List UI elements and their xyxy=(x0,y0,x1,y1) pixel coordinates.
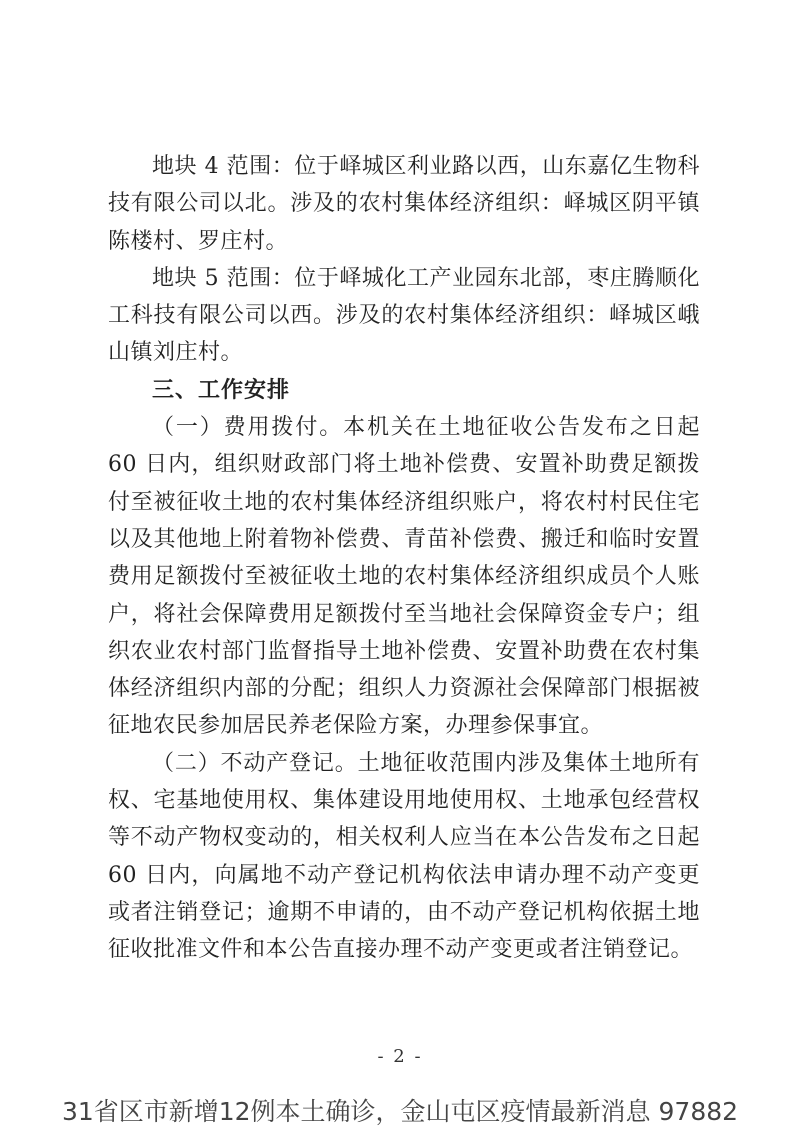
page-number: - 2 - xyxy=(377,1046,423,1067)
caption-link[interactable]: 31省区市新增12例本土确诊，金山屯区疫情最新消息 97882 xyxy=(61,1097,739,1126)
paragraph-fund-allocation: （一）费用拨付。本机关在土地征收公告发布之日起 60 日内，组织财政部门将土地补偿费、安置补助费足额拨付至被征收土地的农村集体经济组织账户，将农村村民住宅以及其他地上附着物补偿费、青苗补偿费、搬迁和临时安置费用足额拨付至被征收土地的农村集体经济组织成员个人账户，将社会保障费用足额拨付至当地社会保障资金专户；组织农业农村部门监督指导土地补偿费、安置补助费在农村集体经济组织内部的分配；组织人力资源社会保障部门根据被征地农民参加居民养老保险方案，办理参保事宜。 xyxy=(108,415,700,739)
paragraph-plot-5: 地块 5 范围：位于峄城化工产业园东北部，枣庄腾顺化工科技有限公司以西。涉及的农村集体经济组织：峄城区峨山镇刘庄村。 xyxy=(108,265,700,366)
section-heading-work-arrangement: 三、工作安排 xyxy=(152,377,291,403)
document-body xyxy=(108,148,700,969)
paragraph-property-registration: （二）不动产登记。土地征收范围内涉及集体土地所有权、宅基地使用权、集体建设用地使用权、土地承包经营权等不动产物权变动的，相关权利人应当在本公告发布之日起 60 日内，向属地不动产登记机构依法申请办理不动产变更或者注销登记；逾期不申请的，由不动产登记机构依据土地征收批准文件和本公告直接办理不动产变更或者注销登记。 xyxy=(108,750,700,963)
paragraph-plot-4: 地块 4 范围：位于峄城区利业路以西，山东嘉亿生物科技有限公司以北。涉及的农村集体经济组织：峄城区阴平镇陈楼村、罗庄村。 xyxy=(108,154,700,254)
